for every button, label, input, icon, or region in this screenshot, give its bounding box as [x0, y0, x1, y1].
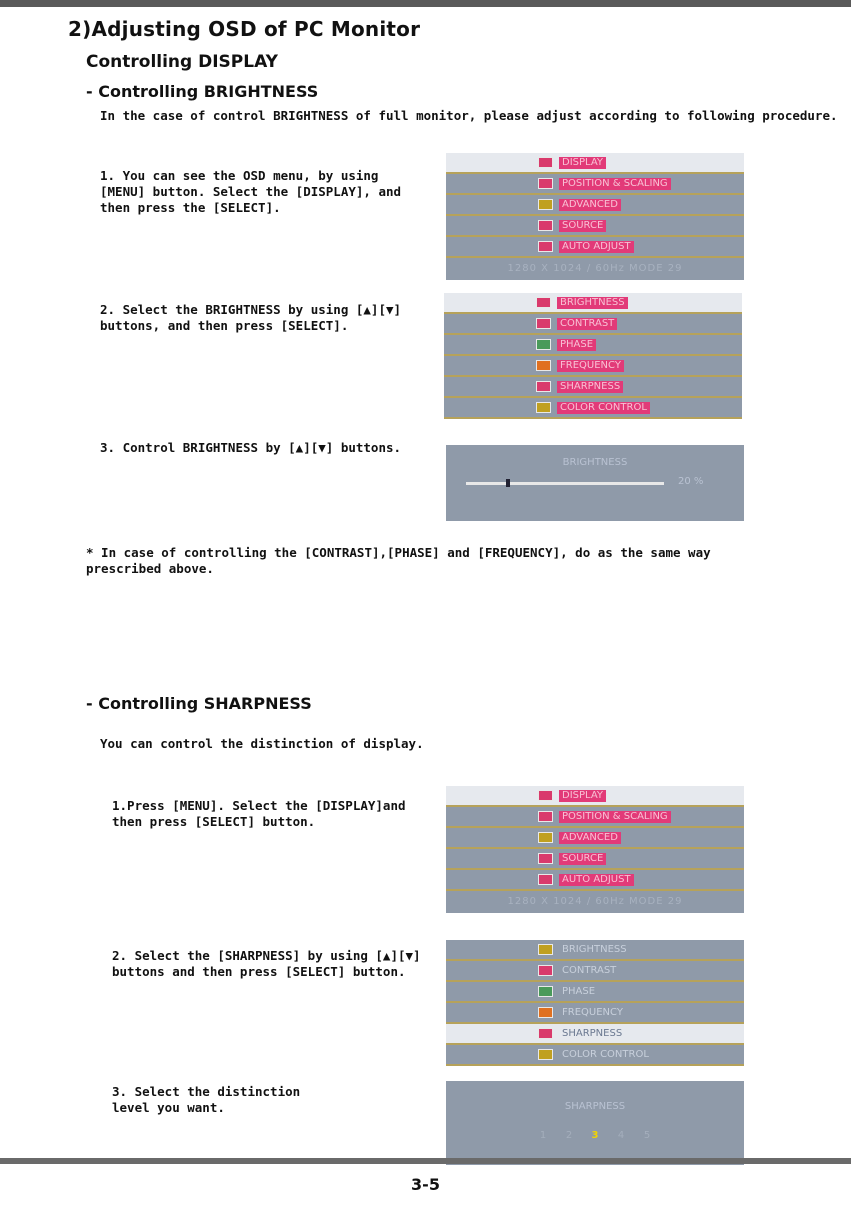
brightness-icon: [536, 297, 551, 308]
contrast-icon: [536, 318, 551, 329]
sharpness-levels: [446, 1123, 744, 1142]
menu-item-phase[interactable]: PHASE: [444, 335, 742, 356]
menu-item-source[interactable]: SOURCE: [446, 849, 744, 870]
frequency-icon: [538, 1007, 553, 1018]
top-rule: [0, 0, 851, 7]
sharpness-level-4[interactable]: 4: [617, 1130, 625, 1141]
sharpness-level-panel: [446, 1081, 744, 1165]
auto-adjust-icon: [538, 874, 553, 885]
sharpness-panel-title: SHARPNESS: [564, 1101, 626, 1112]
menu-item-position[interactable]: POSITION & SCALING: [446, 807, 744, 828]
menu-item-frequency[interactable]: FREQUENCY: [444, 356, 742, 377]
menu-item-advanced[interactable]: ADVANCED: [446, 195, 744, 216]
menu-item-contrast[interactable]: CONTRAST: [444, 314, 742, 335]
bottom-rule: [0, 1158, 851, 1164]
phase-icon: [538, 986, 553, 997]
sharpness-intro: You can control the distinction of display.: [100, 736, 424, 751]
auto-adjust-icon: [538, 241, 553, 252]
display-icon: [538, 157, 553, 168]
sharpness-level-1[interactable]: 1: [539, 1130, 547, 1141]
menu-item-color-control[interactable]: COLOR CONTROL: [446, 1045, 744, 1066]
sharpness-step-3: 3. Select the distinction level you want.: [112, 1084, 301, 1115]
brightness-step-1: 1. You can see the OSD menu, by using [MENU] button. Select the [DISPLAY], and then press the [SELECT].: [100, 168, 402, 215]
menu-item-frequency[interactable]: FREQUENCY: [446, 1003, 744, 1024]
menu-item-contrast[interactable]: CONTRAST: [446, 961, 744, 982]
osd-main-menu-2: [446, 786, 744, 913]
sharpness-icon: [536, 381, 551, 392]
sharpness-level-3[interactable]: 3: [591, 1130, 599, 1141]
brightness-intro: In the case of control BRIGHTNESS of full monitor, please adjust according to following procedure.: [100, 108, 838, 123]
menu-item-color-control[interactable]: COLOR CONTROL: [444, 398, 742, 419]
slider-title: BRIGHTNESS: [562, 457, 628, 468]
frequency-icon: [536, 360, 551, 371]
brightness-track[interactable]: [466, 482, 664, 485]
menu-item-display[interactable]: DISPLAY: [446, 786, 744, 807]
phase-icon: [536, 339, 551, 350]
menu-item-brightness[interactable]: BRIGHTNESS: [444, 293, 742, 314]
menu-footer: 1280 X 1024 / 60Hz MODE 29: [507, 263, 683, 274]
brightness-value: 20 %: [678, 476, 704, 487]
advanced-icon: [538, 199, 553, 210]
page-heading: 2)Adjusting OSD of PC Monitor: [68, 17, 421, 41]
menu-item-sharpness[interactable]: SHARPNESS: [444, 377, 742, 398]
menu-item-display[interactable]: DISPLAY: [446, 153, 744, 174]
brightness-icon: [538, 944, 553, 955]
position-icon: [538, 811, 553, 822]
sharpness-step-1: 1.Press [MENU]. Select the [DISPLAY]and then press [SELECT] button.: [112, 798, 406, 829]
source-icon: [538, 220, 553, 231]
osd-display-menu: [444, 293, 742, 419]
brightness-step-2: 2. Select the BRIGHTNESS by using [▲][▼] buttons, and then press [SELECT].: [100, 302, 402, 333]
menu-item-sharpness[interactable]: SHARPNESS: [446, 1024, 744, 1045]
menu-item-advanced[interactable]: ADVANCED: [446, 828, 744, 849]
color-control-icon: [538, 1049, 553, 1060]
position-icon: [538, 178, 553, 189]
color-control-icon: [536, 402, 551, 413]
source-icon: [538, 853, 553, 864]
menu-item-phase[interactable]: PHASE: [446, 982, 744, 1003]
sharpness-step-2: 2. Select the [SHARPNESS] by using [▲][▼] buttons and then press [SELECT] button.: [112, 948, 421, 979]
brightness-step-3: 3. Control BRIGHTNESS by [▲][▼] buttons.: [100, 440, 402, 455]
osd-main-menu: [446, 153, 744, 280]
menu-item-auto-adjust[interactable]: AUTO ADJUST: [446, 237, 744, 258]
sharpness-icon: [538, 1028, 553, 1039]
menu-item-brightness[interactable]: BRIGHTNESS: [446, 940, 744, 961]
brightness-title: - Controlling BRIGHTNESS: [86, 82, 319, 101]
brightness-knob[interactable]: [506, 479, 510, 487]
menu-item-source[interactable]: SOURCE: [446, 216, 744, 237]
advanced-icon: [538, 832, 553, 843]
osd-display-menu-2: [446, 940, 744, 1066]
menu-item-auto-adjust[interactable]: AUTO ADJUST: [446, 870, 744, 891]
sharpness-title: - Controlling SHARPNESS: [86, 694, 312, 713]
brightness-note: * In case of controlling the [CONTRAST],[PHASE] and [FREQUENCY], do as the same way prescribed above.: [86, 545, 711, 576]
sharpness-level-2[interactable]: 2: [565, 1130, 573, 1141]
page-number: 3-5: [411, 1175, 440, 1194]
brightness-slider-panel: [446, 445, 744, 521]
menu-item-position[interactable]: POSITION & SCALING: [446, 174, 744, 195]
menu-footer: 1280 X 1024 / 60Hz MODE 29: [507, 896, 683, 907]
section-heading: Controlling DISPLAY: [86, 52, 278, 72]
contrast-icon: [538, 965, 553, 976]
sharpness-level-5[interactable]: 5: [643, 1130, 651, 1141]
display-icon: [538, 790, 553, 801]
